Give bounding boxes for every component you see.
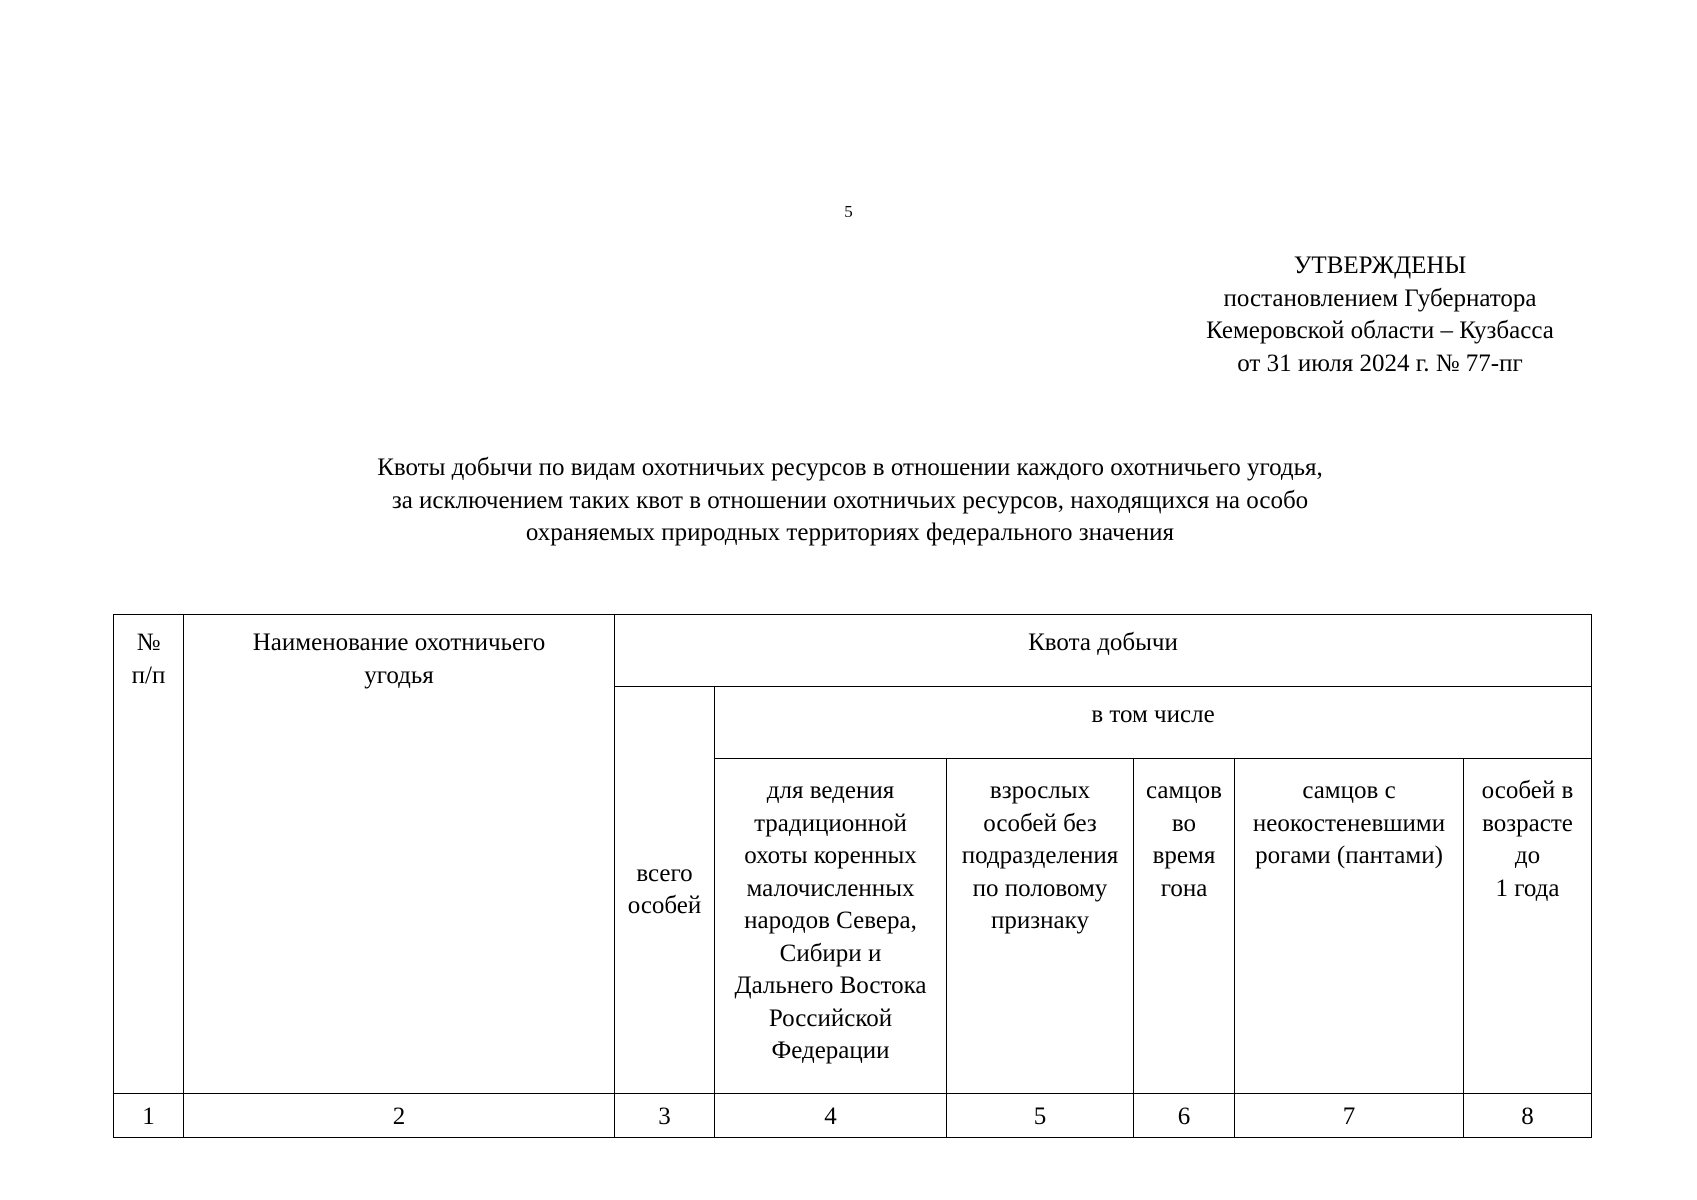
column-number-row <box>114 1094 1592 1138</box>
table-header-row <box>114 615 1592 687</box>
column-number: 5 <box>947 1094 1134 1138</box>
quota-table <box>113 614 1592 1138</box>
column-number: 8 <box>1464 1094 1592 1138</box>
title-line: охраняемых природных территориях федерального значения <box>525 519 1175 546</box>
approval-line: УТВЕРЖДЕНЫ <box>1293 252 1467 279</box>
title-line: за исключением таких квот в отношении охотничьих ресурсов, находящихся на особо <box>391 486 1309 514</box>
header-juveniles: особей в возрасте до 1 года <box>1464 759 1592 1094</box>
column-number: 6 <box>1134 1094 1235 1138</box>
header-including: в том числе <box>715 687 1592 759</box>
column-number: 1 <box>114 1094 184 1138</box>
header-number: № п/п <box>114 615 184 1094</box>
document-title <box>180 452 1520 550</box>
column-number: 3 <box>615 1094 715 1138</box>
column-number: 4 <box>715 1094 947 1138</box>
column-number: 7 <box>1235 1094 1464 1138</box>
title-line: Квоты добычи по видам охотничьих ресурсов в отношении каждого охотничьего угодья, <box>377 454 1323 481</box>
page-number: 5 <box>844 202 853 221</box>
header-hunting-ground-name: Наименование охотничьего угодья <box>184 615 615 1094</box>
approval-line: от 31 июля 2024 г. № 77-пг <box>1237 349 1523 377</box>
column-number: 2 <box>184 1094 615 1138</box>
header-quota: Квота добычи <box>615 615 1592 687</box>
header-males-rut: самцов во время гона <box>1134 759 1235 1094</box>
header-males-antlers: самцов с неокостеневшими рогами (пантами) <box>1235 759 1464 1094</box>
approval-line: Кемеровской области – Кузбасса <box>1206 317 1554 344</box>
approval-stamp <box>1160 250 1600 380</box>
approval-line: постановлением Губернатора <box>1223 284 1537 312</box>
header-total: всего особей <box>615 687 715 1094</box>
header-adults: взрослых особей без подразделения по половому признаку <box>947 759 1134 1094</box>
header-traditional-hunting: для ведения традиционной охоты коренных малочисленных народов Севера, Сибири и Дальнего Востока Российской Федерации <box>715 759 947 1094</box>
